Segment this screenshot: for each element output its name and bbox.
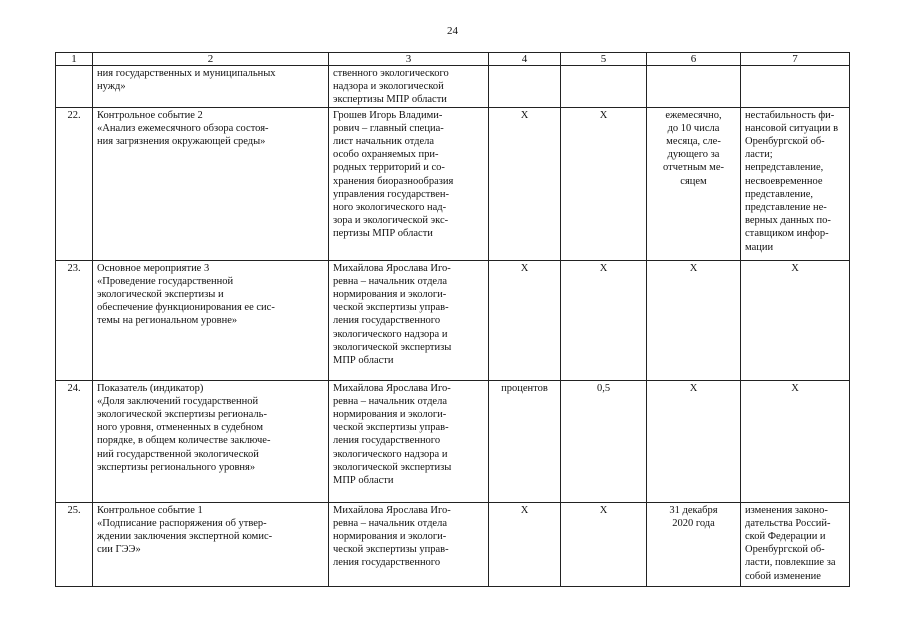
- column-number: 3: [329, 53, 489, 66]
- row-number: 24.: [56, 380, 93, 502]
- page-number: 24: [447, 25, 458, 37]
- value-cell: X: [561, 502, 647, 586]
- value-cell: [561, 66, 647, 108]
- risks-cell: [741, 66, 850, 108]
- unit-cell: X: [489, 260, 561, 380]
- risks-cell: изменения законо- дательства Россий- ской Федерации и Оренбургской об- ласти, повлекшие за собой изменение: [741, 502, 850, 586]
- table-row: [56, 66, 850, 108]
- responsible-person: Михайлова Ярослава Иго- ревна – начальник отдела нормирования и экологи- ческой экспертизы управ- ления государственного экологического надзора и экологической экспертизы МПР области: [329, 260, 489, 380]
- responsible-person: ственного экологического надзора и экологической экспертизы МПР области: [329, 66, 489, 108]
- item-name: Контрольное событие 1 «Подписание распоряжения об утвер- ждении заключения экспертной комис- сии ГЭЭ»: [93, 502, 329, 586]
- unit-cell: X: [489, 107, 561, 260]
- column-number: 7: [741, 53, 850, 66]
- item-name: Основное мероприятие 3 «Проведение государственной экологической экспертизы и обеспечение функционирования ее сис- темы на региональном уровне»: [93, 260, 329, 380]
- table-row: [56, 502, 850, 586]
- row-number: [56, 66, 93, 108]
- column-number: 4: [489, 53, 561, 66]
- column-number: 5: [561, 53, 647, 66]
- deadline-cell: ежемесячно, до 10 числа месяца, сле- дующего за отчетным ме- сяцем: [647, 107, 741, 260]
- deadline-cell: X: [647, 260, 741, 380]
- item-name: ния государственных и муниципальных нужд»: [93, 66, 329, 108]
- value-cell: 0,5: [561, 380, 647, 502]
- responsible-person: Грошев Игорь Владими- рович – главный специа- лист начальник отдела особо охраняемых при- родных территорий и со- хранения биоразнообразия управления государствен- ного экологического над- зора и экологической экс- пертизы МПР области: [329, 107, 489, 260]
- item-name: Контрольное событие 2 «Анализ ежемесячного обзора состоя- ния загрязнения окружающей среды»: [93, 107, 329, 260]
- risks-cell: X: [741, 380, 850, 502]
- column-number: 2: [93, 53, 329, 66]
- risks-cell: нестабильность фи- нансовой ситуации в Оренбургской об- ласти; непредставление, несвоевременное представление, представление не- верных данных по- ставщиком инфор- мации: [741, 107, 850, 260]
- value-cell: X: [561, 260, 647, 380]
- risks-cell: X: [741, 260, 850, 380]
- table-row: [56, 107, 850, 260]
- row-number: 22.: [56, 107, 93, 260]
- deadline-cell: 31 декабря 2020 года: [647, 502, 741, 586]
- deadline-cell: [647, 66, 741, 108]
- row-number: 23.: [56, 260, 93, 380]
- table-row: [56, 260, 850, 380]
- item-name: Показатель (индикатор) «Доля заключений государственной экологической экспертизы региональ- ного уровня, отмененных в судебном порядке, в общем количестве заключе- ний государственной экологической экспертизы регионального уровня»: [93, 380, 329, 502]
- responsible-person: Михайлова Ярослава Иго- ревна – начальник отдела нормирования и экологи- ческой экспертизы управ- ления государственного экологического надзора и экологической экспертизы МПР области: [329, 380, 489, 502]
- unit-cell: X: [489, 502, 561, 586]
- column-number: 1: [56, 53, 93, 66]
- responsible-person: Михайлова Ярослава Иго- ревна – начальник отдела нормирования и экологи- ческой экспертизы управ- ления государственного: [329, 502, 489, 586]
- unit-cell: процентов: [489, 380, 561, 502]
- row-number: 25.: [56, 502, 93, 586]
- unit-cell: [489, 66, 561, 108]
- table-row: [56, 380, 850, 502]
- column-number-row: [56, 53, 850, 66]
- deadline-cell: X: [647, 380, 741, 502]
- plan-table: [55, 52, 850, 587]
- column-number: 6: [647, 53, 741, 66]
- value-cell: X: [561, 107, 647, 260]
